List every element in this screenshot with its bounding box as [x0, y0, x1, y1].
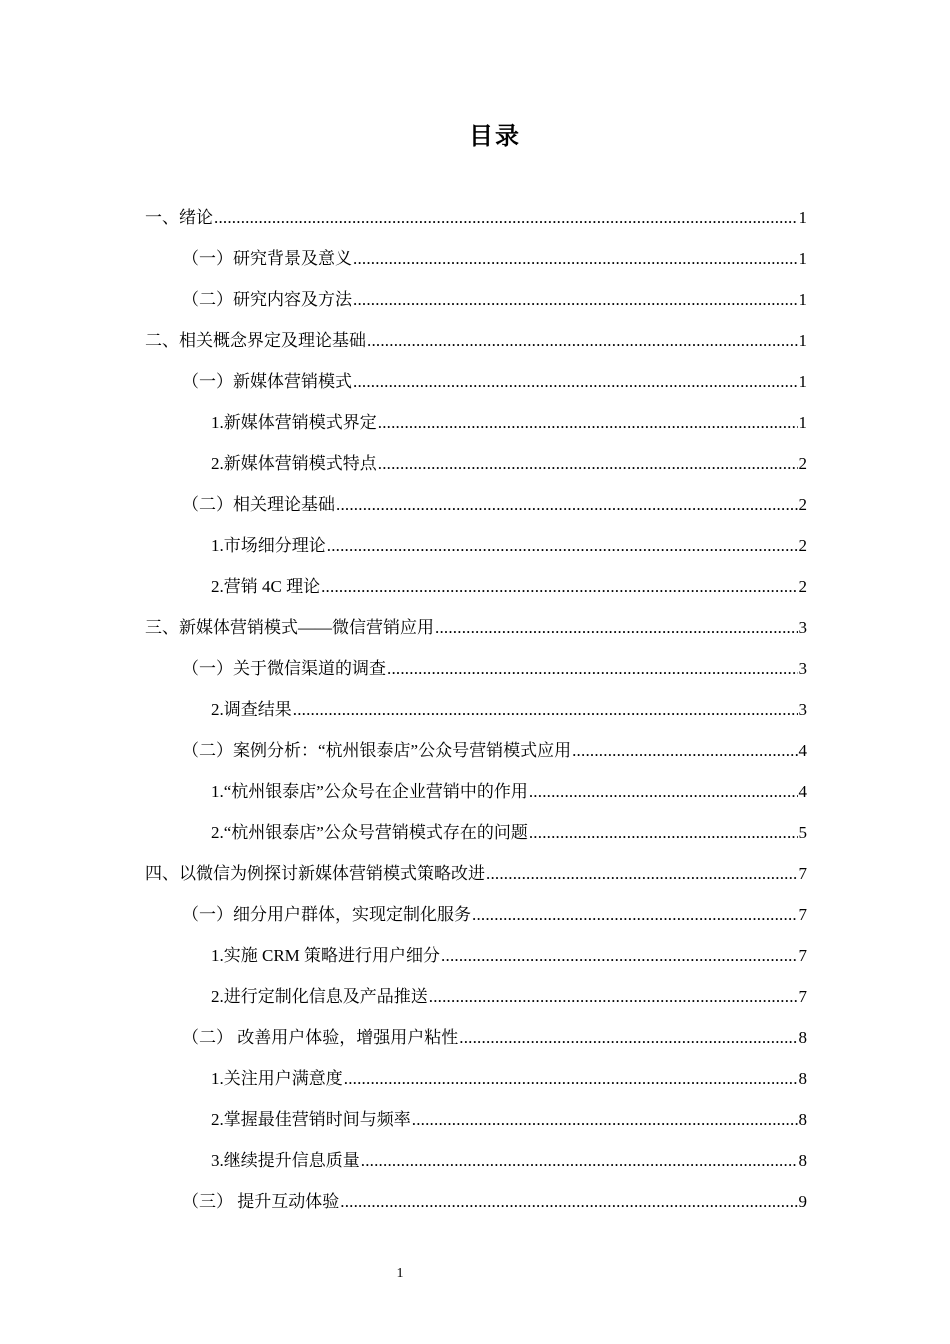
toc-entry-page-number: 7: [798, 987, 807, 1006]
toc-entry-title: （二）研究内容及方法: [182, 290, 352, 309]
toc-entry-page-number: 8: [798, 1151, 807, 1170]
dot-leader: [472, 902, 798, 928]
toc-entry-title: 3.继续提升信息质量: [211, 1151, 360, 1170]
toc-entry-page-number: 2: [798, 454, 807, 473]
dot-leader: [378, 410, 798, 436]
toc-entry[interactable]: [145, 1025, 807, 1066]
toc-entry-page-number: 1: [798, 208, 807, 227]
toc-entry-title: 2.调查结果: [211, 700, 292, 719]
dot-leader: [367, 328, 798, 354]
toc-entry-title: 2.掌握最佳营销时间与频率: [211, 1110, 411, 1129]
toc-entry[interactable]: [145, 902, 807, 943]
toc-entry-page-number: 1: [798, 290, 807, 309]
toc-entry-page-number: 2: [798, 536, 807, 555]
toc-entry-title: 一、绪论: [145, 208, 213, 227]
dot-leader: [340, 1189, 797, 1215]
dot-leader: [441, 943, 797, 969]
toc-entry-page-number: 2: [798, 577, 807, 596]
toc-entry-page-number: 2: [798, 495, 807, 514]
dot-leader: [336, 492, 798, 518]
dot-leader: [387, 656, 798, 682]
toc-entry-page-number: 1: [798, 249, 807, 268]
toc-entry[interactable]: [145, 246, 807, 287]
dot-leader: [572, 738, 797, 764]
toc-entry-title: （一）细分用户群体，实现定制化服务: [182, 905, 471, 924]
toc-entry[interactable]: [145, 943, 807, 984]
toc-title: 目录: [469, 122, 521, 150]
table-of-contents: [145, 205, 807, 1230]
toc-entry[interactable]: [145, 369, 807, 410]
toc-entry[interactable]: [145, 1107, 807, 1148]
toc-entry[interactable]: [145, 410, 807, 451]
toc-entry-page-number: 3: [798, 700, 807, 719]
toc-entry-page-number: 8: [798, 1110, 807, 1129]
toc-entry-title: 1.“杭州银泰店”公众号在企业营销中的作用: [211, 782, 528, 801]
toc-entry-title: （一）研究背景及意义: [182, 249, 352, 268]
dot-leader: [529, 779, 798, 805]
toc-entry-title: 1.市场细分理论: [211, 536, 326, 555]
toc-entry-page-number: 4: [798, 782, 807, 801]
toc-entry[interactable]: [145, 779, 807, 820]
toc-entry-title: 三、新媒体营销模式——微信营销应用: [145, 618, 434, 637]
page-number: 1: [396, 1266, 404, 1281]
dot-leader: [412, 1107, 798, 1133]
toc-entry[interactable]: [145, 820, 807, 861]
dot-leader: [361, 1148, 798, 1174]
toc-entry-title: （二）相关理论基础: [182, 495, 335, 514]
toc-entry[interactable]: [145, 615, 807, 656]
toc-entry-page-number: 1: [798, 413, 807, 432]
toc-entry-title: （二）案例分析：“杭州银泰店”公众号营销模式应用: [182, 741, 572, 760]
toc-entry-title: 四、以微信为例探讨新媒体营销模式策略改进: [145, 864, 485, 883]
toc-entry-title: 2.新媒体营销模式特点: [211, 454, 377, 473]
dot-leader: [344, 1066, 798, 1092]
toc-entry[interactable]: [145, 697, 807, 738]
toc-entry-title: 1.新媒体营销模式界定: [211, 413, 377, 432]
toc-entry-title: （一）新媒体营销模式: [182, 372, 352, 391]
toc-entry-title: 二、相关概念界定及理论基础: [145, 331, 366, 350]
toc-entry[interactable]: [145, 656, 807, 697]
toc-entry[interactable]: [145, 533, 807, 574]
toc-entry-page-number: 5: [798, 823, 807, 842]
toc-entry[interactable]: [145, 1148, 807, 1189]
dot-leader: [293, 697, 798, 723]
toc-entry[interactable]: [145, 861, 807, 902]
toc-entry-title: （二） 改善用户体验，增强用户粘性: [182, 1028, 459, 1047]
toc-entry-page-number: 8: [798, 1069, 807, 1088]
toc-entry[interactable]: [145, 492, 807, 533]
toc-entry-title: 1.实施 CRM 策略进行用户细分: [211, 946, 441, 965]
dot-leader: [435, 615, 798, 641]
dot-leader: [429, 984, 798, 1010]
dot-leader: [459, 1025, 797, 1051]
toc-entry[interactable]: [145, 574, 807, 615]
toc-entry[interactable]: [145, 738, 807, 779]
dot-leader: [214, 205, 798, 231]
toc-entry-page-number: 3: [798, 618, 807, 637]
dot-leader: [529, 820, 798, 846]
dot-leader: [378, 451, 798, 477]
toc-entry-page-number: 7: [798, 905, 807, 924]
toc-entry-page-number: 7: [798, 946, 807, 965]
toc-entry[interactable]: [145, 328, 807, 369]
toc-entry-title: 2.“杭州银泰店”公众号营销模式存在的问题: [211, 823, 528, 842]
toc-entry-title: 1.关注用户满意度: [211, 1069, 343, 1088]
toc-entry-title: 2.进行定制化信息及产品推送: [211, 987, 428, 1006]
toc-entry[interactable]: [145, 451, 807, 492]
toc-entry-page-number: 7: [798, 864, 807, 883]
toc-entry-title: 2.营销 4C 理论: [211, 577, 321, 596]
toc-entry[interactable]: [145, 205, 807, 246]
toc-entry-page-number: 8: [798, 1028, 807, 1047]
toc-entry-page-number: 1: [798, 331, 807, 350]
dot-leader: [327, 533, 798, 559]
toc-entry[interactable]: [145, 1066, 807, 1107]
dot-leader: [486, 861, 798, 887]
toc-entry[interactable]: [145, 287, 807, 328]
toc-entry-page-number: 9: [798, 1192, 807, 1211]
dot-leader: [353, 369, 798, 395]
toc-entry[interactable]: [145, 1189, 807, 1230]
toc-entry-title: （三） 提升互动体验: [182, 1192, 340, 1211]
toc-entry-page-number: 4: [798, 741, 807, 760]
dot-leader: [353, 246, 798, 272]
toc-entry-title: （一）关于微信渠道的调查: [182, 659, 386, 678]
toc-entry[interactable]: [145, 984, 807, 1025]
dot-leader: [321, 574, 797, 600]
dot-leader: [353, 287, 798, 313]
toc-entry-page-number: 3: [798, 659, 807, 678]
toc-entry-page-number: 1: [798, 372, 807, 391]
